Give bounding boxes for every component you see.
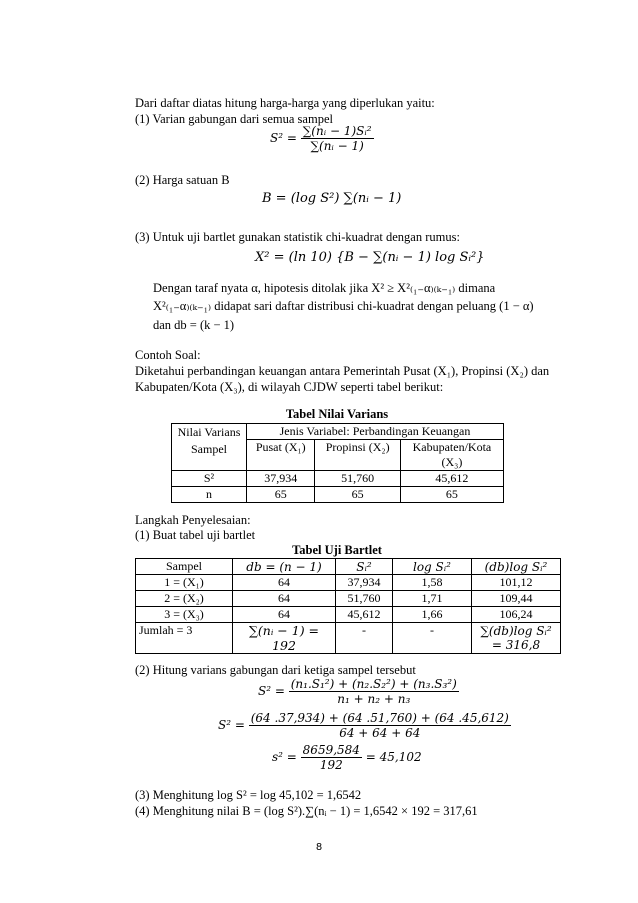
table-cell: 51,760 — [315, 471, 400, 487]
table-cell: 37,934 — [247, 471, 315, 487]
step-varian-gabungan: (1) Varian gabungan dari semua sampel — [135, 112, 333, 126]
formula-chi-kuadrat: X² = (ln 10) {B − ∑(nᵢ − 1) log Sᵢ²} — [255, 250, 485, 265]
table-cell: 64 — [233, 575, 336, 591]
step-log-s2: (3) Menghitung log S² = log 45,102 = 1,6542 — [135, 788, 362, 802]
table-group-header: Jenis Variabel: Perbandingan Keuangan — [247, 424, 504, 440]
table-uji-bartlet — [135, 558, 561, 654]
fraction-numerator: (n₁.S₁²) + (n₂.S₂²) + (n₃.S₃²) — [290, 677, 457, 691]
fraction — [289, 677, 459, 706]
formula-varians-gabungan — [258, 677, 459, 706]
fraction — [301, 124, 374, 153]
table-title: Tabel Uji Bartlet — [292, 543, 382, 557]
fraction-denominator: 64 + 64 + 64 — [339, 726, 421, 740]
table-cell: 109,44 — [472, 591, 561, 607]
table-cell: 51,760 — [336, 591, 393, 607]
fraction-denominator: 192 — [319, 758, 343, 772]
fraction-numerator: (64 .37,934) + (64 .51,760) + (64 .45,612) — [250, 711, 509, 725]
fraction-denominator: ∑(nᵢ − 1) — [310, 139, 364, 153]
table-cell: 64 — [233, 591, 336, 607]
table-header-cell: log Sᵢ² — [393, 559, 472, 575]
fraction-numerator: ∑(nᵢ − 1)Sᵢ² — [302, 124, 372, 138]
table-cell: 65 — [400, 487, 503, 503]
header-text: Sampel — [191, 442, 227, 456]
fraction-denominator: n₁ + n₂ + n₃ — [337, 692, 411, 706]
step-uji-bartlet: (3) Untuk uji bartlet gunakan statistik chi-kuadrat dengan rumus: — [135, 230, 460, 244]
fraction-numerator: 8659,584 — [302, 743, 360, 757]
table-row — [136, 607, 561, 623]
contoh-heading: Contoh Soal: — [135, 348, 201, 362]
paragraph-line: X²₍₁₋α₎₍ₖ₋₁₎ didapat sari daftar distribusi chi-kuadrat dengan peluang (1 − α) — [153, 299, 534, 313]
table-row — [172, 487, 504, 503]
header-text: (X₃) — [441, 455, 463, 469]
header-text: Nilai Varians — [177, 425, 241, 439]
paragraph-line: dan db = (k − 1) — [153, 318, 235, 332]
paragraph-line: Dengan taraf nyata α, hipotesis ditolak jika X² ≥ X²₍₁₋α₎₍ₖ₋₁₎ dimana — [153, 281, 496, 295]
step-nilai-b: (4) Menghitung nilai B = (log S²).∑(nᵢ − 1) = 1,6542 × 192 = 317,61 — [135, 804, 478, 818]
table-cell: 65 — [247, 487, 315, 503]
formula-varians-substitusi — [218, 711, 511, 740]
step-buat-tabel: (1) Buat tabel uji bartlet — [135, 528, 256, 542]
table-cell: 3 = (X₃) — [136, 607, 233, 623]
table-row — [136, 575, 561, 591]
table-cell: S² — [172, 471, 247, 487]
formula-lhs: s² = — [272, 750, 297, 764]
table-cell: ∑(db)log Sᵢ² = 316,8 — [472, 623, 561, 654]
table-total-row — [136, 623, 561, 654]
table-header-cell: Sᵢ² — [336, 559, 393, 575]
table-cell: ∑(nᵢ − 1) = 192 — [233, 623, 336, 654]
table-cell: 37,934 — [336, 575, 393, 591]
header-text: Kabupaten/Kota — [412, 440, 492, 454]
table-cell: 65 — [315, 487, 400, 503]
table-header-cell: Propinsi (X₂) — [315, 440, 400, 471]
table-cell: 1,58 — [393, 575, 472, 591]
table-header-cell: db = (n − 1) — [233, 559, 336, 575]
step-harga-b: (2) Harga satuan B — [135, 173, 230, 187]
table-cell: Jumlah = 3 — [136, 623, 233, 654]
formula-lhs: S² = — [258, 684, 285, 698]
paragraph-line: Kabupaten/Kota (X₃), di wilayah CJDW seperti tabel berikut: — [135, 380, 444, 394]
table-nilai-varians — [171, 423, 504, 503]
table-cell: 101,12 — [472, 575, 561, 591]
page-number: 8 — [315, 842, 323, 853]
table-header-cell: Pusat (X₁) — [247, 440, 315, 471]
table-title: Tabel Nilai Varians — [285, 407, 389, 421]
table-cell: 1,71 — [393, 591, 472, 607]
formula-b: B = (log S²) ∑(nᵢ − 1) — [262, 191, 402, 206]
table-cell: 64 — [233, 607, 336, 623]
fraction — [249, 711, 511, 740]
table-cell: 2 = (X₂) — [136, 591, 233, 607]
table-cell: 45,612 — [400, 471, 503, 487]
intro-line: Dari daftar diatas hitung harga-harga yang diperlukan yaitu: — [135, 96, 435, 110]
table-cell: 106,24 — [472, 607, 561, 623]
formula-varian-gabungan — [270, 124, 374, 153]
table-header-cell: Sampel — [136, 559, 233, 575]
fraction — [301, 743, 362, 772]
table-cell: 1 = (X₁) — [136, 575, 233, 591]
table-header-cell: (db)log Sᵢ² — [472, 559, 561, 575]
formula-lhs: S² = — [218, 718, 245, 732]
table-cell: 45,612 — [336, 607, 393, 623]
paragraph-line: Diketahui perbandingan keuangan antara Pemerintah Pusat (X₁), Propinsi (X₂) dan — [135, 364, 550, 378]
step-hitung-varians: (2) Hitung varians gabungan dari ketiga sampel tersebut — [135, 663, 416, 677]
table-row — [136, 591, 561, 607]
table-header-cell — [400, 440, 503, 471]
formula-varians-hasil — [272, 743, 422, 772]
table-row — [172, 471, 504, 487]
table-header-cell — [172, 424, 247, 471]
formula-result: = 45,102 — [365, 750, 422, 764]
table-cell: - — [393, 623, 472, 654]
table-cell: n — [172, 487, 247, 503]
table-cell: 1,66 — [393, 607, 472, 623]
langkah-heading: Langkah Penyelesaian: — [135, 513, 251, 527]
formula-lhs: S² = — [270, 131, 297, 145]
table-cell: - — [336, 623, 393, 654]
